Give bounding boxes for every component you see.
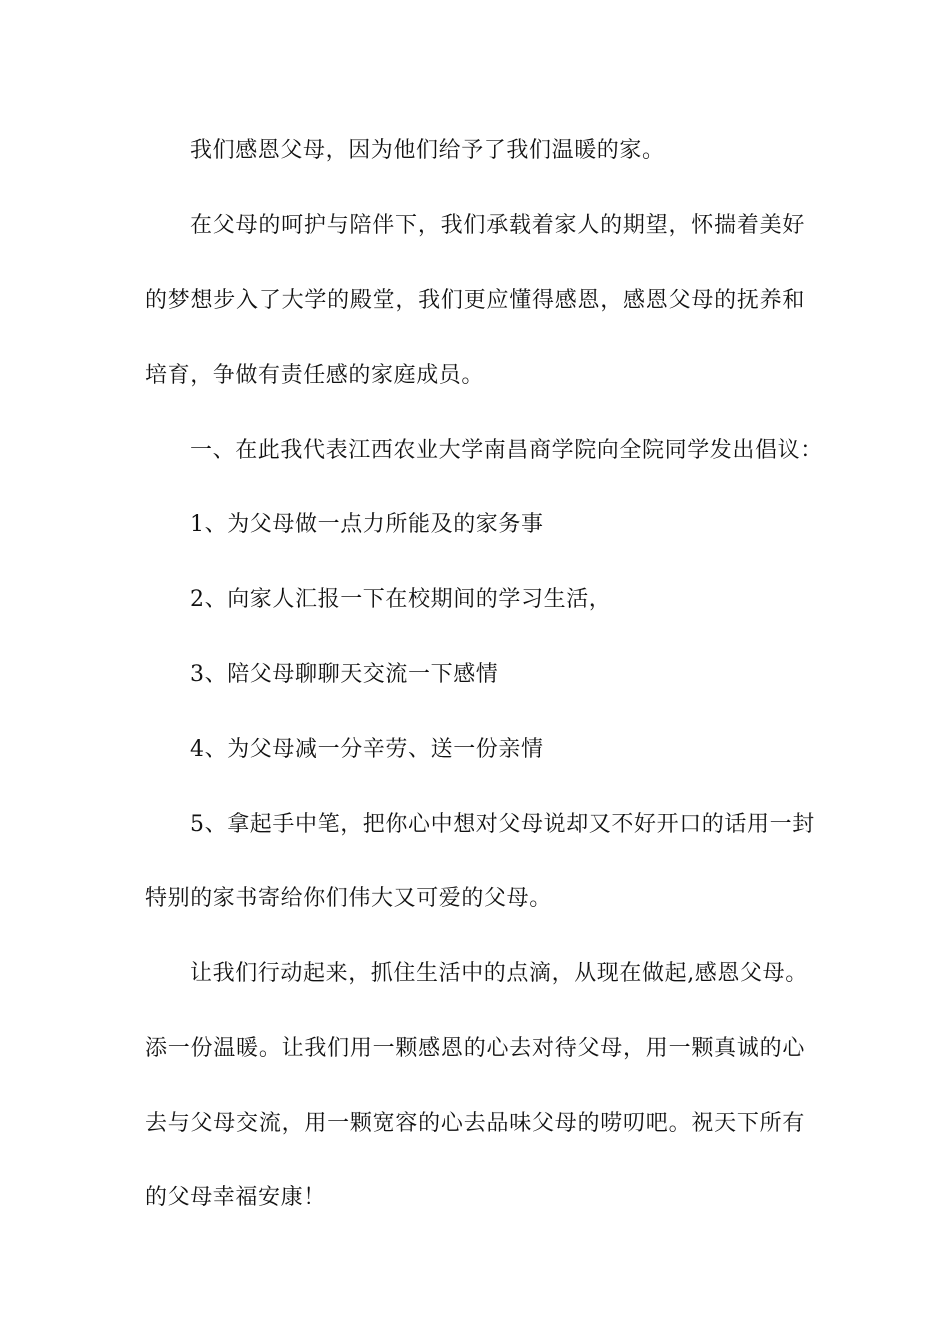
proposal-item-2: 2、向家人汇报一下在校期间的学习生活， <box>190 587 612 612</box>
closing-line-1: 让我们行动起来，抓住生活中的点滴，从现在做起,感恩父母。 <box>190 961 808 986</box>
proposal-item-5-line-1: 5、拿起手中笔，把你心中想对父母说却又不好开口的话用一封 <box>190 812 815 837</box>
proposal-item-1: 1、为父母做一点力所能及的家务事 <box>190 512 544 537</box>
closing-line-4: 的父母幸福安康！ <box>145 1185 326 1210</box>
proposal-item-4: 4、为父母减一分辛劳、送一份亲情 <box>190 737 544 762</box>
paragraph-2-line-3: 培育，争做有责任感的家庭成员。 <box>145 363 485 388</box>
proposal-heading: 一、在此我代表江西农业大学南昌商学院向全院同学发出倡议： <box>190 438 823 463</box>
proposal-item-5-line-2: 特别的家书寄给你们伟大又可爱的父母。 <box>145 886 552 911</box>
closing-line-3: 去与父母交流，用一颗宽容的心去品味父母的唠叨吧。祝天下所有 <box>145 1111 805 1136</box>
paragraph-2-line-1: 在父母的呵护与陪伴下，我们承载着家人的期望，怀揣着美好 <box>190 213 805 238</box>
closing-line-2: 添一份温暖。让我们用一颗感恩的心去对待父母，用一颗真诚的心 <box>145 1036 805 1061</box>
paragraph-2-line-2: 的梦想步入了大学的殿堂，我们更应懂得感恩，感恩父母的抚养和 <box>145 288 805 313</box>
paragraph-1-line-1: 我们感恩父母，因为他们给予了我们温暖的家。 <box>190 138 665 163</box>
proposal-item-3: 3、陪父母聊聊天交流一下感情 <box>190 662 499 687</box>
